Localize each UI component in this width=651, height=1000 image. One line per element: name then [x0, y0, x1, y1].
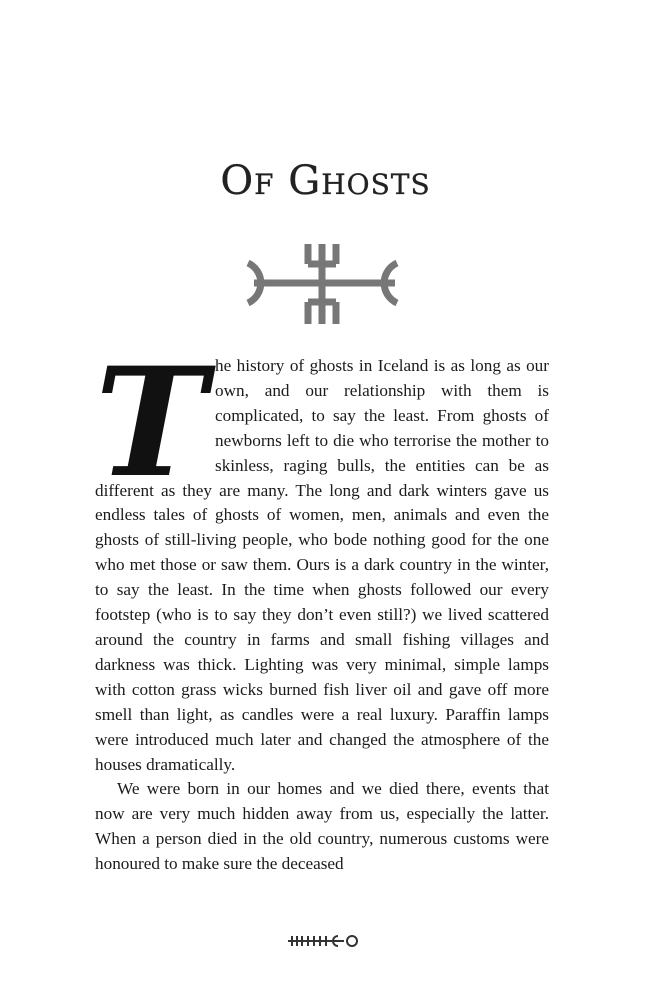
- paragraph-1: [95, 335, 549, 777]
- drop-cap-letter: T: [95, 335, 207, 511]
- chapter-title: Of Ghosts: [220, 158, 431, 204]
- paragraph-2: We were born in our homes and we died there, events that now are very much hidden away from us, especially the latter. When a person died in the old country, numerous customs were honoured to make sure the deceased: [95, 779, 549, 874]
- paragraph-1-text: he history of ghosts in Iceland is as long as our own, and our relationship with them is complicated, to say the least. From ghosts of newborns left to die who terrorise the mother to skinless, raging bulls, the entities can be as different as they are many. The long and dark winters gave us endless tales of ghosts of women, men, animals and even the ghosts of still-living people, who bode nothing good for the one who met those or saw them. Ours is a dark country in the winter, to say the least. In the time when ghosts followed our every footstep (who is to say they don’t even still?) we lived scattered around the country in farms and small fishing villages and darkness was thick. Lighting was very minimal, simple lamps with cotton grass wicks burned fish liver oil and gave off more smell than light, as candles were a real luxury. Paraffin lamps were introduced much later and changed the atmosphere of the houses dramatically.: [95, 356, 549, 774]
- drop-cap: [95, 335, 213, 511]
- chapter-body: [95, 335, 549, 877]
- icelandic-stave-icon: [240, 236, 405, 330]
- rune-ornament-icon: [286, 934, 362, 948]
